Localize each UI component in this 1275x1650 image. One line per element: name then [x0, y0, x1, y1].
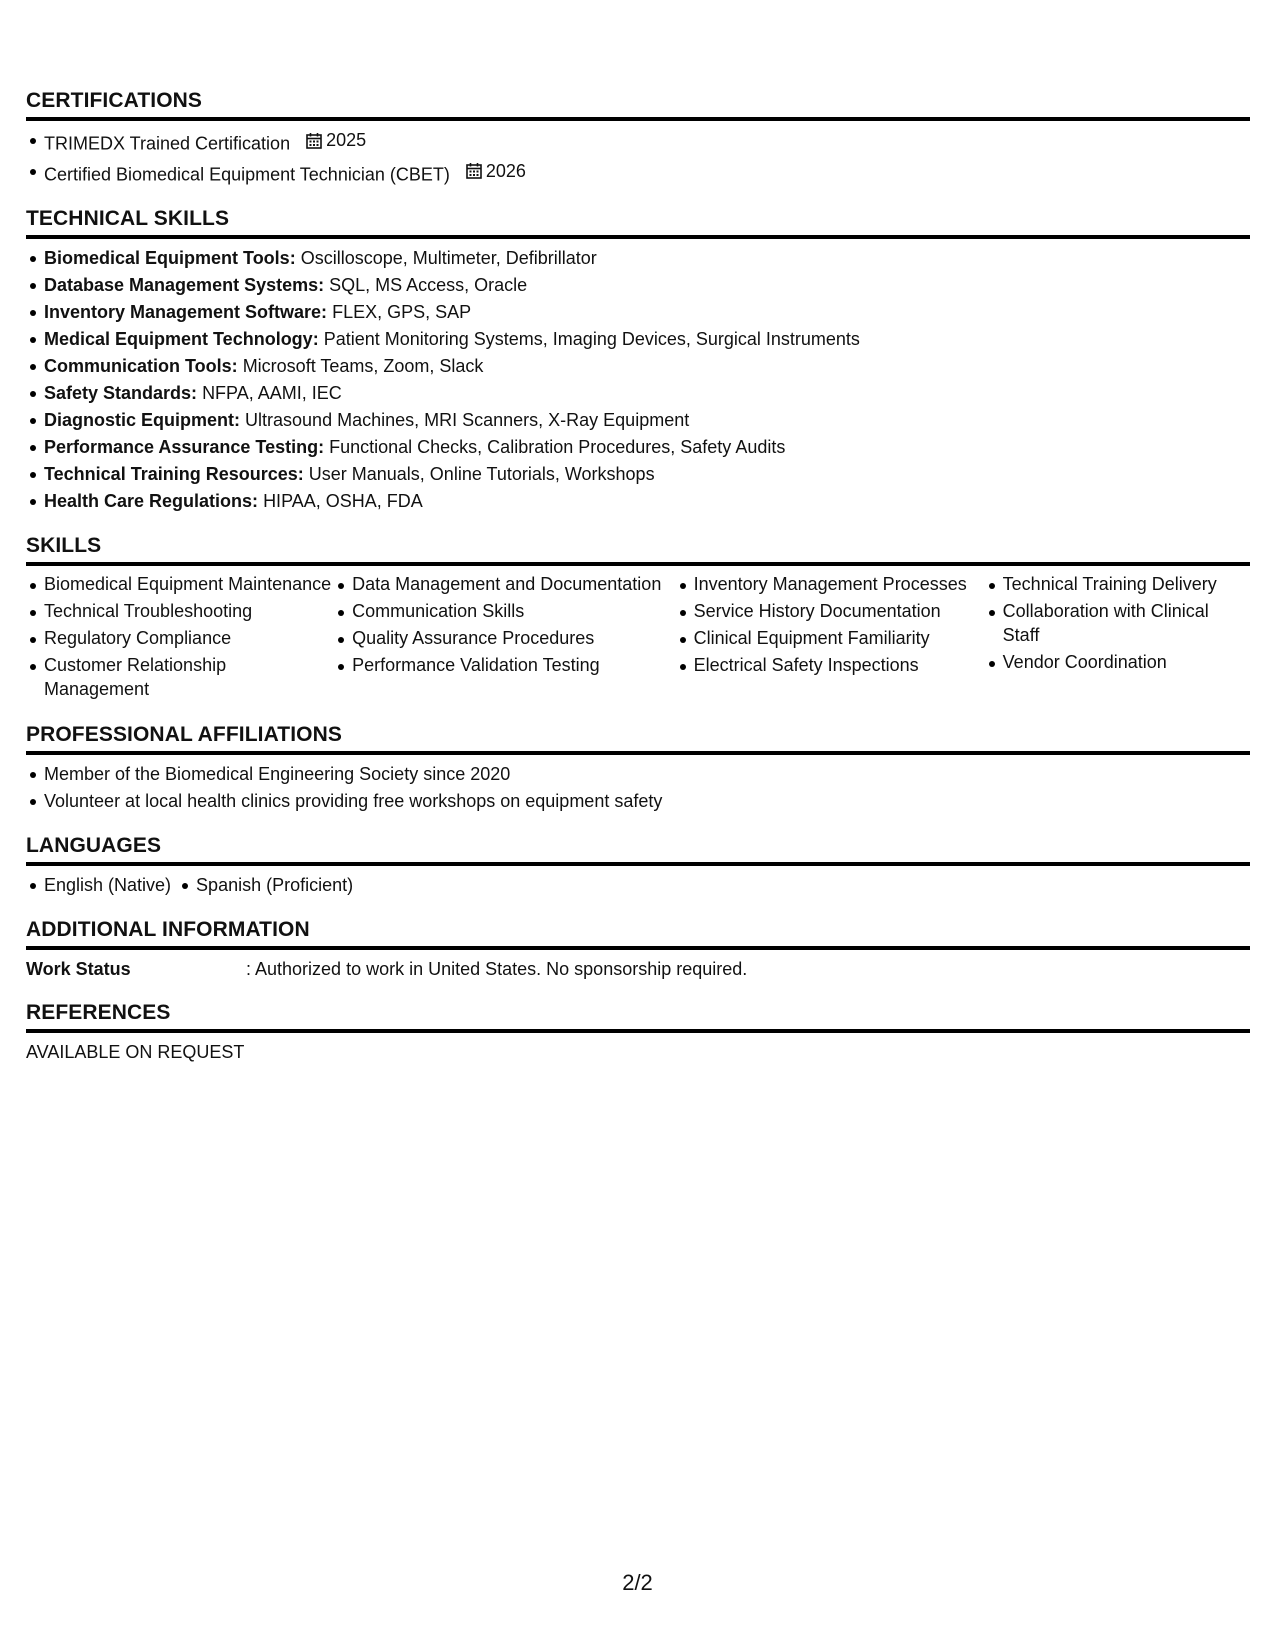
references-heading: REFERENCES — [26, 1000, 1250, 1033]
skill-item: Quality Assurance Procedures — [352, 626, 675, 650]
skill-item: Clinical Equipment Familiarity — [694, 626, 985, 650]
language-item: English (Native) — [44, 872, 171, 899]
page-number: 2/2 — [622, 1570, 653, 1595]
technical-skill-item — [44, 407, 1250, 434]
affiliations-section — [26, 722, 1250, 815]
technical-skills-section — [26, 206, 1250, 515]
technical-skill-item — [44, 272, 1250, 299]
certification-date — [465, 158, 526, 185]
skill-category-label: Safety Standards: — [44, 383, 198, 403]
skill-category-value: Functional Checks, Calibration Procedures, Safety Audits — [329, 437, 786, 457]
certifications-heading: CERTIFICATIONS — [26, 88, 1250, 121]
skill-category-value: Oscilloscope, Multimeter, Defibrillator — [300, 248, 597, 268]
skill-item: Regulatory Compliance — [44, 626, 334, 650]
skills-column — [26, 572, 334, 704]
skill-category-value: Microsoft Teams, Zoom, Slack — [242, 356, 484, 376]
technical-skill-item — [44, 461, 1250, 488]
technical-skill-item — [44, 299, 1250, 326]
skill-category-label: Inventory Management Software: — [44, 302, 328, 322]
skill-item: Performance Validation Testing — [352, 653, 675, 677]
additional-info-section — [26, 917, 1250, 982]
skill-category-value: User Manuals, Online Tutorials, Workshops — [308, 464, 655, 484]
certifications-section — [26, 88, 1250, 188]
technical-skill-item — [44, 380, 1250, 407]
skill-category-label: Database Management Systems: — [44, 275, 325, 295]
skill-item: Data Management and Documentation — [352, 572, 675, 596]
affiliations-heading: PROFESSIONAL AFFILIATIONS — [26, 722, 1250, 755]
skill-item: Biomedical Equipment Maintenance — [44, 572, 334, 596]
skill-category-value: Patient Monitoring Systems, Imaging Devices, Surgical Instruments — [323, 329, 860, 349]
skill-item: Vendor Coordination — [1003, 650, 1250, 674]
language-item: Spanish (Proficient) — [196, 872, 353, 899]
skill-category-value: FLEX, GPS, SAP — [332, 302, 472, 322]
skills-column — [334, 572, 675, 704]
certification-item — [44, 127, 1250, 158]
certification-date — [305, 127, 366, 154]
references-text: AVAILABLE ON REQUEST — [26, 1042, 245, 1062]
skills-column — [985, 572, 1250, 704]
skill-category-label: Health Care Regulations: — [44, 491, 259, 511]
skill-category-value: SQL, MS Access, Oracle — [329, 275, 528, 295]
affiliation-item: Member of the Biomedical Engineering Society since 2020 — [44, 761, 1250, 788]
work-status-value: : Authorized to work in United States. No sponsorship required. — [246, 959, 748, 979]
work-status-row — [26, 956, 1250, 982]
skill-item: Collaboration with Clinical Staff — [1003, 599, 1250, 647]
skill-category-label: Diagnostic Equipment: — [44, 410, 241, 430]
resume-page — [26, 88, 1250, 1083]
technical-skill-item — [44, 245, 1250, 272]
skill-item: Service History Documentation — [694, 599, 985, 623]
technical-skill-item — [44, 326, 1250, 353]
skill-item: Communication Skills — [352, 599, 675, 623]
skills-column — [676, 572, 985, 704]
additional-info-heading: ADDITIONAL INFORMATION — [26, 917, 1250, 950]
technical-skills-heading: TECHNICAL SKILLS — [26, 206, 1250, 239]
skill-item: Technical Training Delivery — [1003, 572, 1250, 596]
certification-year: 2025 — [326, 130, 367, 150]
skill-category-label: Biomedical Equipment Tools: — [44, 248, 296, 268]
calendar-icon — [465, 162, 483, 180]
certification-year: 2026 — [485, 160, 526, 181]
languages-section — [26, 833, 1250, 899]
skill-item: Customer Relationship Management — [44, 653, 334, 701]
skill-item: Technical Troubleshooting — [44, 599, 334, 623]
skills-grid — [26, 572, 1250, 704]
certification-name: TRIMEDX Trained Certification — [44, 133, 291, 154]
skill-category-label: Communication Tools: — [44, 356, 238, 376]
skill-category-label: Performance Assurance Testing: — [44, 437, 325, 457]
work-status-label: Work Status — [26, 959, 131, 979]
skills-section — [26, 533, 1250, 704]
skills-heading: SKILLS — [26, 533, 1250, 566]
skill-category-value: Ultrasound Machines, MRI Scanners, X-Ray Equipment — [245, 410, 690, 430]
certification-name: Certified Biomedical Equipment Technician (CBET) — [44, 164, 450, 184]
technical-skill-item — [44, 353, 1250, 380]
languages-list — [26, 872, 1250, 899]
skill-item: Electrical Safety Inspections — [694, 653, 985, 677]
languages-heading: LANGUAGES — [26, 833, 1250, 866]
skill-category-label: Technical Training Resources: — [44, 464, 304, 484]
skill-category-value: NFPA, AAMI, IEC — [202, 383, 342, 403]
affiliations-list — [26, 761, 1250, 815]
skill-item: Inventory Management Processes — [694, 572, 985, 596]
skill-category-label: Medical Equipment Technology: — [44, 329, 319, 349]
references-section — [26, 1000, 1250, 1065]
calendar-icon — [305, 132, 323, 150]
certifications-list — [26, 127, 1250, 188]
certification-item — [44, 158, 1250, 189]
affiliation-item: Volunteer at local health clinics providing free workshops on equipment safety — [44, 788, 1250, 815]
technical-skill-item — [44, 488, 1250, 515]
technical-skill-item — [44, 434, 1250, 461]
technical-skills-list — [26, 245, 1250, 515]
skill-category-value: HIPAA, OSHA, FDA — [263, 491, 423, 511]
